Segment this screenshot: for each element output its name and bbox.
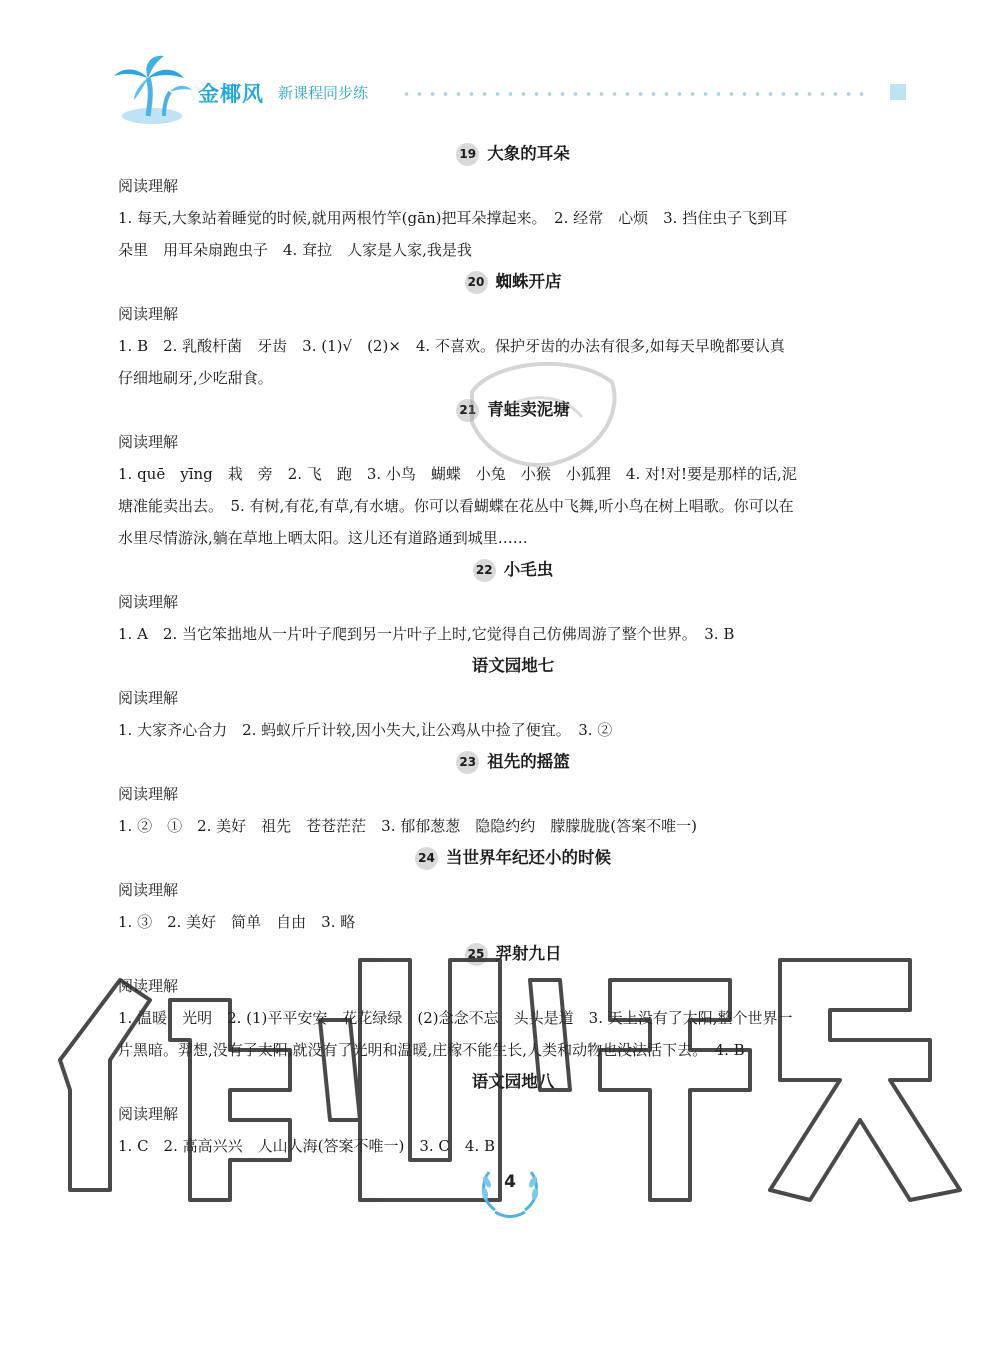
section-label: 阅读理解 (118, 433, 179, 451)
answer-line: 塘准能卖出去。 5. 有树,有花,有草,有水塘。你可以看蝴蝶在花丛中飞舞,听小鸟在树上唱歌。你可以在 (118, 497, 794, 515)
page-number: 4 (504, 1172, 516, 1192)
section-number-badge: 20 (465, 271, 488, 294)
section-title-text: 小毛虫 (503, 560, 554, 579)
answer-line: 1. ② ① 2. 美好 祖先 苍苍茫茫 3. 郁郁葱葱 隐隐约约 朦朦胧胧(答案不唯一) (118, 817, 697, 835)
answer-line: 1. C 2. 高高兴兴 人山人海(答案不唯一) 3. C 4. B (118, 1137, 496, 1155)
section-label: 阅读理解 (118, 593, 179, 611)
section-title (118, 138, 908, 170)
answer-line: 1. B 2. 乳酸杆菌 牙齿 3. (1)√ (2)× 4. 不喜欢。保护牙齿的办法有很多,如每天早晚都要认真 (118, 337, 785, 355)
page-number-badge (475, 1160, 545, 1220)
answer-line: 朵里 用耳朵扇跑虫子 4. 耷拉 人家是人家,我是我 (118, 241, 472, 259)
brand-subtitle: 新课程同步练 (278, 84, 369, 102)
section-label: 阅读理解 (118, 305, 179, 323)
section-title (118, 842, 908, 874)
answer-line: 片黑暗。羿想,没有了太阳,就没有了光明和温暖,庄稼不能生长,人类和动物也没法活下去。 4. B (118, 1041, 745, 1059)
answer-line: 1. A 2. 当它笨拙地从一片叶子爬到另一片叶子上时,它觉得自己仿佛周游了整个世界。 3. B (118, 625, 735, 643)
section-number-badge: 22 (473, 559, 496, 582)
section-title (118, 650, 908, 682)
section-label: 阅读理解 (118, 177, 179, 195)
section (118, 554, 908, 650)
section-title (118, 554, 908, 586)
section-label: 阅读理解 (118, 881, 179, 899)
section-title-text: 大象的耳朵 (487, 144, 570, 163)
section-title-text: 当世界年纪还小的时候 (446, 848, 611, 867)
section (118, 138, 908, 266)
answer-line: 水里尽情游泳,躺在草地上晒太阳。这儿还有道路通到城里…… (118, 529, 528, 547)
section-number-badge: 21 (456, 399, 479, 422)
section-title (118, 746, 908, 778)
section-label: 阅读理解 (118, 977, 179, 995)
answer-line: 1. 大家齐心合力 2. 蚂蚁斤斤计较,因小失大,让公鸡从中捡了便宜。 3. ② (118, 721, 613, 739)
section-title (118, 266, 908, 298)
section-number-badge: 25 (465, 943, 488, 966)
section-title-text: 蜘蛛开店 (495, 272, 562, 291)
answer-line: 1. 温暖 光明 2. (1)平平安安 花花绿绿 (2)念念不忘 头头是道 3. 天上没有了太阳,整个世界一 (118, 1009, 793, 1027)
section-title-text: 祖先的摇篮 (487, 752, 570, 771)
answer-line: 1. quē yīng 栽 旁 2. 飞 跑 3. 小鸟 蝴蝶 小兔 小猴 小狐狸 4. 对!对!要是那样的话,泥 (118, 465, 797, 483)
section (118, 746, 908, 842)
answer-line: 1. ③ 2. 美好 简单 自由 3. 略 (118, 913, 356, 931)
section-title-text: 青蛙卖泥塘 (487, 400, 570, 419)
answer-line: 1. 每天,大象站着睡觉的时候,就用两根竹竿(gān)把耳朵撑起来。 2. 经常 心烦 3. 挡住虫子飞到耳 (118, 209, 788, 227)
section-title-text: 羿射九日 (495, 944, 562, 963)
section-label: 阅读理解 (118, 785, 179, 803)
homework-stamp-icon (462, 352, 622, 472)
page-header (112, 52, 912, 132)
section-number-badge: 23 (456, 751, 479, 774)
section-label: 阅读理解 (118, 689, 179, 707)
brand-name: 金椰风 (198, 82, 264, 106)
header-corner-square (890, 84, 906, 100)
section-title-text: 语文园地七 (471, 656, 555, 675)
section-number-badge: 19 (456, 143, 479, 166)
section (118, 650, 908, 746)
answer-line: 仔细地刷牙,少吃甜食。 (118, 369, 273, 387)
header-dotted-rule (400, 92, 870, 96)
palm-tree-logo-icon (112, 52, 196, 126)
section-number-badge: 24 (415, 847, 438, 870)
section-label: 阅读理解 (118, 1105, 179, 1123)
section-title-text: 语文园地八 (471, 1072, 555, 1091)
